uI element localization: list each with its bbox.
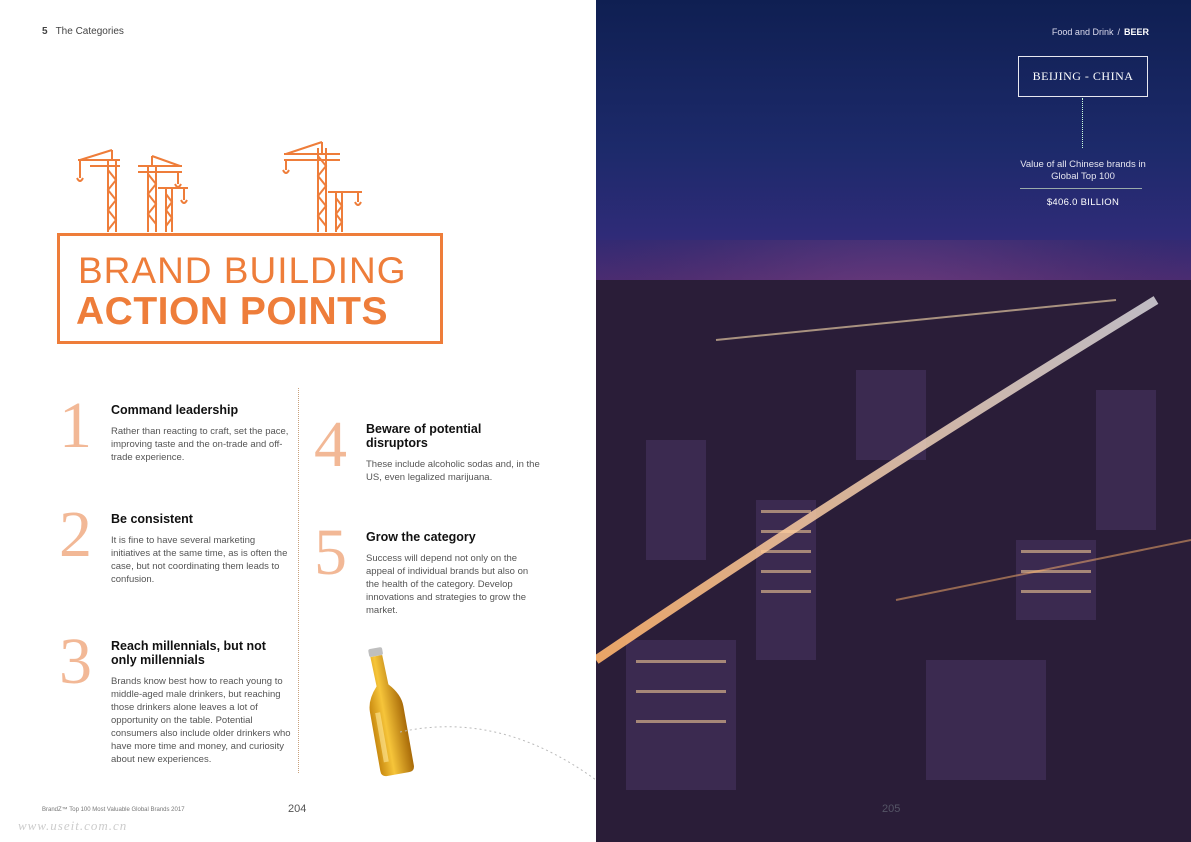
title-line-2: ACTION POINTS: [76, 290, 389, 333]
point-number: 2: [59, 498, 92, 571]
point-heading: Command leadership: [111, 403, 239, 417]
value-amount: $406.0 BILLION: [1046, 197, 1120, 208]
value-rule: [1020, 188, 1142, 189]
point-number: 5: [314, 516, 347, 589]
point-heading: Beware of potential disruptors: [366, 422, 482, 450]
city-night-photo: [596, 240, 1191, 842]
point-number: 3: [59, 625, 92, 698]
action-point-4: [314, 408, 541, 484]
column-divider: [298, 388, 299, 773]
action-point-2: [59, 498, 291, 586]
decorative-dotted-curve: [400, 720, 596, 790]
point-body: Success will depend not only on the appeal of individual brands but also on the health of the category. Develop innovations and strategies to grow the market.: [366, 553, 529, 616]
point-heading: Reach millennials, but not only millennials: [111, 639, 266, 667]
page-header: [42, 26, 124, 37]
value-label: Value of all Chinese brands in Global Top 100: [1020, 159, 1146, 182]
construction-cranes-illustration: [70, 140, 370, 232]
page-number-left: 204: [288, 803, 307, 815]
footer-publication: BrandZ™ Top 100 Most Valuable Global Brands 2017: [42, 807, 185, 813]
location-label: BEIJING - CHINA: [1018, 56, 1148, 97]
point-body: Brands know best how to reach young to middle-aged male drinkers, but reaching those drinkers alone leaves a lot of opportunity on the table. Potential consumers also include older drinkers who have more time and money, and curiosity about new experiences.: [111, 676, 291, 765]
point-heading: Be consistent: [111, 512, 193, 526]
right-page: [596, 0, 1191, 842]
point-heading: Grow the category: [366, 530, 476, 544]
page-number-right: 205: [882, 803, 901, 815]
breadcrumb-separator: /: [1117, 27, 1120, 37]
action-point-5: [314, 516, 541, 617]
point-body: These include alcoholic sodas and, in the US, even legalized marijuana.: [366, 459, 540, 483]
dotted-connector: [1082, 98, 1083, 148]
category-label: Food and Drink: [1051, 27, 1114, 37]
title-box: [57, 233, 443, 344]
point-number: 4: [314, 408, 347, 481]
page-header-right: [1052, 27, 1149, 37]
action-point-3: [59, 625, 291, 766]
section-title: The Categories: [55, 26, 124, 37]
page-section-number: 5: [42, 26, 48, 37]
subcategory-label: BEER: [1123, 27, 1149, 37]
point-body: It is fine to have several marketing initiatives at the same time, as is often the case, but not coordinating them leads to confusion.: [111, 535, 288, 585]
action-point-1: [59, 389, 291, 464]
watermark-text: www.useit.com.cn: [18, 818, 128, 833]
title-line-1: BRAND BUILDING: [78, 250, 407, 291]
point-body: Rather than reacting to craft, set the pace, improving taste and the on-trade and off-trade experience.: [111, 426, 289, 463]
point-number: 1: [59, 389, 92, 462]
